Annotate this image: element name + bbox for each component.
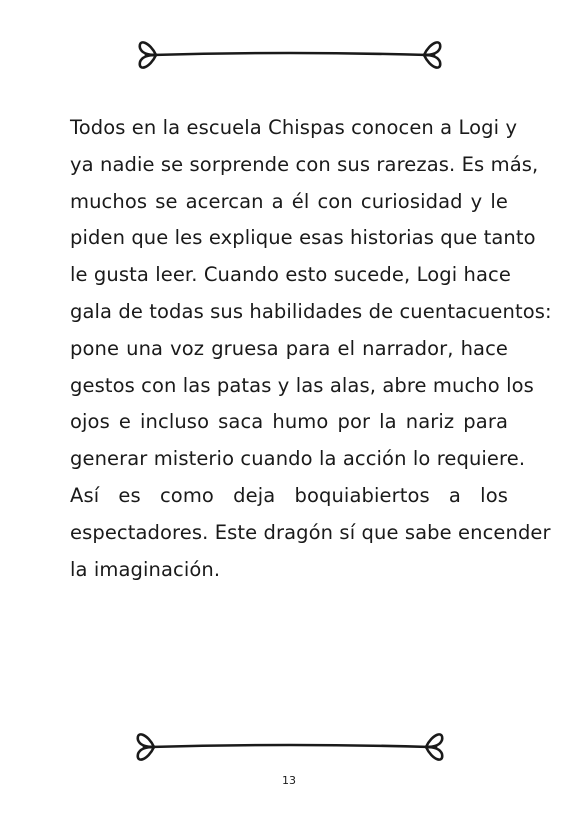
paragraph-line: gestos con las patas y las alas, abre mucho los bbox=[70, 373, 534, 397]
flourish-divider-icon bbox=[0, 28, 578, 88]
paragraph-line: le gusta leer. Cuando esto sucede, Logi hace bbox=[70, 263, 511, 287]
paragraph-line: la imaginación. bbox=[70, 557, 221, 581]
paragraph-line: gala de todas sus habilidades de cuentacuentos: bbox=[70, 299, 552, 323]
paragraph-line: muchos se acercan a él con curiosidad y le bbox=[70, 189, 508, 213]
body-paragraph bbox=[70, 110, 552, 588]
paragraph-line: generar misterio cuando la acción lo requiere. bbox=[70, 447, 526, 471]
page-number: 13 bbox=[282, 774, 296, 787]
paragraph-line: Todos en la escuela Chispas conocen a Logi y bbox=[70, 116, 518, 139]
paragraph-line: ya nadie se sorprende con sus rarezas. Es más, bbox=[70, 152, 539, 176]
top-flourish-divider bbox=[0, 28, 578, 88]
paragraph-line: piden que les explique esas historias que tanto bbox=[70, 226, 536, 250]
paragraph-line: ojos e incluso saca humo por la nariz para bbox=[70, 410, 508, 434]
bottom-flourish-divider bbox=[0, 718, 578, 778]
paragraph-line: pone una voz gruesa para el narrador, hace bbox=[70, 336, 508, 360]
paragraph-line: Así es como deja boquiabiertos a los bbox=[70, 483, 508, 507]
flourish-divider-icon bbox=[0, 718, 578, 778]
paragraph-line: espectadores. Este dragón sí que sabe encender bbox=[70, 520, 551, 544]
